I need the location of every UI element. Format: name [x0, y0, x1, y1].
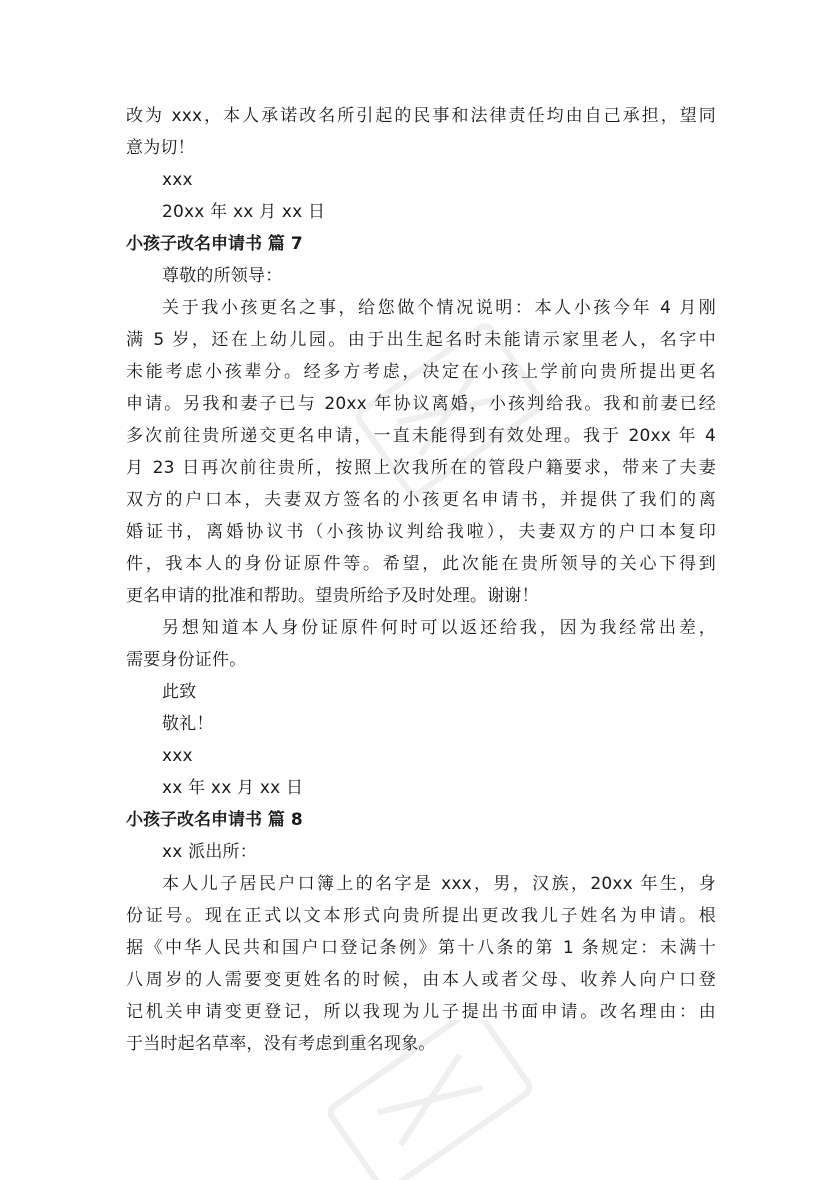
salutation: 尊敬的所领导： [162, 266, 283, 286]
paragraph-line: 关于我小孩更名之事，给您做个情况说明：本人小孩今年 4 月刚 [162, 298, 716, 318]
section-heading: 小孩子改名申请书 篇 8 [126, 810, 303, 830]
paragraph-line: 更名申请的批准和帮助。望贵所给予及时处理。谢谢！ [126, 586, 539, 606]
signature: xxx [162, 746, 193, 766]
salutation: xx 派出所： [162, 842, 257, 862]
paragraph-line: 据《中华人民共和国户口登记条例》第十八条的第 1 条规定：未满十 [126, 938, 716, 958]
paragraph-line: 未能考虑小孩辈分。经多方考虑，决定在小孩上学前向贵所提出更名 [126, 362, 716, 382]
paragraph-line: 申请。另我和妻子已与 20xx 年协议离婚，小孩判给我。我和前妻已经 [126, 394, 716, 414]
closing: 此致 [162, 682, 197, 702]
closing: 敬礼！ [162, 714, 214, 734]
paragraph-line: 月 23 日再次前往贵所，按照上次我所在的管段户籍要求，带来了夫妻 [126, 458, 716, 478]
section-heading: 小孩子改名申请书 篇 7 [126, 234, 303, 254]
document-body [126, 100, 716, 1060]
paragraph-line: 双方的户口本，夫妻双方签名的小孩更名申请书，并提供了我们的离 [126, 490, 716, 510]
paragraph-line: 满 5 岁，还在上幼儿园。由于出生起名时未能请示家里老人，名字中 [126, 330, 716, 350]
date: 20xx 年 xx 月 xx 日 [162, 202, 326, 222]
paragraph-line: 婚证书，离婚协议书（小孩协议判给我啦），夫妻双方的户口本复印 [126, 522, 716, 542]
date: xx 年 xx 月 xx 日 [162, 778, 304, 798]
paragraph-line: 件，我本人的身份证原件等。希望，此次能在贵所领导的关心下得到 [126, 554, 716, 574]
paragraph-line: 改为 xxx，本人承诺改名所引起的民事和法律责任均由自己承担，望同 [126, 106, 716, 126]
paragraph-line: 八周岁的人需要变更姓名的时候，由本人或者父母、收养人向户口登 [126, 970, 716, 990]
paragraph-line: 意为切！ [126, 138, 195, 158]
paragraph-line: 本人儿子居民户口簿上的名字是 xxx，男，汉族，20xx 年生，身 [162, 874, 716, 894]
paragraph-line: 于当时起名草率，没有考虑到重名现象。 [126, 1034, 436, 1054]
paragraph-line: 需要身份证件。 [126, 650, 247, 670]
signature: xxx [162, 170, 193, 190]
paragraph-line: 份证号。现在正式以文本形式向贵所提出更改我儿子姓名为申请。根 [126, 906, 716, 926]
paragraph-line: 多次前往贵所递交更名申请，一直未能得到有效处理。我于 20xx 年 4 [126, 426, 716, 446]
paragraph-line: 另想知道本人身份证原件何时可以返还给我，因为我经常出差， [162, 618, 716, 638]
paragraph-line: 记机关申请变更登记，所以我现为儿子提出书面申请。改名理由：由 [126, 1002, 716, 1022]
